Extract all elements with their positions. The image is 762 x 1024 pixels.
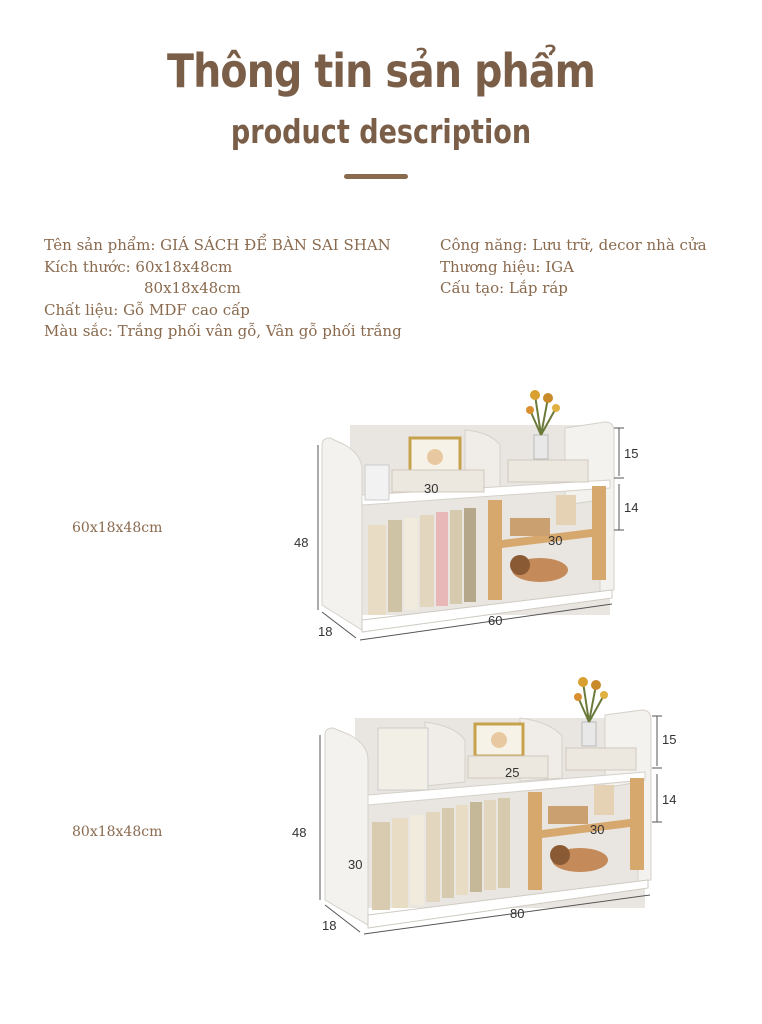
- dim-mid-section: 14: [624, 500, 639, 515]
- product-size-label: 60x18x48cm: [72, 520, 163, 536]
- shelf-60-image: [318, 390, 624, 640]
- shelf-80-image: [320, 677, 662, 934]
- spec-brand: Thương hiệu: IGA: [440, 257, 574, 276]
- spec-function: Công năng: Lưu trữ, decor nhà cửa: [440, 236, 707, 254]
- dim-width: 60: [488, 613, 503, 628]
- spec-structure: Cấu tạo: Lắp ráp: [440, 279, 568, 297]
- dim-height: 48: [292, 825, 307, 840]
- dim-height: 48: [294, 535, 309, 550]
- spec-size-alt: 80x18x48cm: [144, 279, 241, 297]
- dim-depth: 18: [318, 624, 333, 639]
- dim-mid-section: 14: [662, 792, 677, 807]
- dim-top-section: 15: [662, 732, 677, 747]
- spec-product-name: Tên sản phẩm: GIÁ SÁCH ĐỂ BÀN SAI SHAN: [44, 236, 391, 254]
- spec-material: Chất liệu: Gỗ MDF cao cấp: [44, 300, 250, 319]
- page-subtitle: product description: [230, 112, 532, 151]
- spec-color: Màu sắc: Trắng phối vân gỗ, Vân gỗ phối trắng: [44, 322, 402, 340]
- dim-top-section: 15: [624, 446, 639, 461]
- dim-depth: 18: [322, 918, 337, 933]
- dim-top-shelf: 30: [424, 481, 439, 496]
- dim-width: 80: [510, 906, 525, 921]
- spec-size: Kích thước: 60x18x48cm: [44, 257, 233, 276]
- dim-left-section: 30: [348, 857, 363, 872]
- dim-side-shelf: 30: [590, 822, 605, 837]
- dim-side-shelf: 30: [548, 533, 563, 548]
- page-title: Thông tin sản phẩm: [166, 44, 596, 98]
- product-size-label: 80x18x48cm: [72, 824, 163, 840]
- dim-top-shelf: 25: [505, 765, 520, 780]
